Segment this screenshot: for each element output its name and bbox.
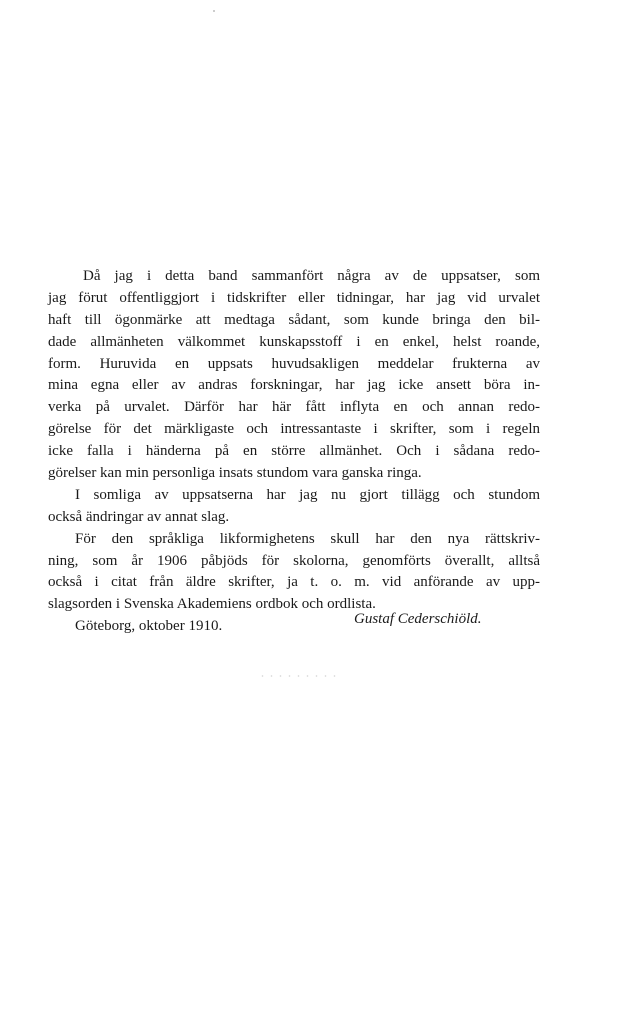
text-line: jag förut offentliggjort i tidskrifter eller tidningar, har jag vid urvalet	[48, 289, 540, 306]
text-line: För den språkliga likformighetens skull har den nya rättskriv-	[75, 530, 540, 547]
text-line: också i citat från äldre skrifter, ja t. o. m. vid anförande av upp-	[48, 574, 540, 591]
text-line: görelser kan min personliga insats stundom vara ganska ringa.	[48, 465, 422, 482]
text-line: verka på urvalet. Därför har här fått inflyta en och annan redo-	[48, 399, 540, 416]
text-line: ning, som år 1906 påbjöds för skolorna, genomförts överallt, alltså	[48, 552, 540, 569]
text-line: görelse för det märkligaste och intressantaste i skrifter, som i regeln	[48, 421, 540, 438]
text-line: Då jag i detta band sammanfört några av de uppsatser, som	[83, 268, 540, 284]
text-line: I somliga av uppsatserna har jag nu gjort tillägg och stundom	[75, 486, 540, 503]
text-line: slagsorden i Svenska Akademiens ordbok och ordlista.	[48, 596, 376, 613]
text-line: också ändringar av annat slag.	[48, 508, 230, 525]
text-line: mina egna eller av andras forskningar, har jag icke ansett böra in-	[48, 377, 540, 394]
author-signature: Gustaf Cederschiöld.	[354, 611, 482, 627]
page-speck-top	[213, 10, 215, 12]
text-line: form. Huruvida en uppsats huvudsakligen meddelar frukterna av	[48, 355, 540, 372]
text-line: icke falla i händerna på en större allmänhet. Och i sådana redo-	[48, 443, 540, 460]
dateline: Göteborg, oktober 1910.	[75, 618, 223, 635]
preface-text	[48, 266, 540, 638]
text-line: haft till ögonmärke att medtaga sådant, som kunde bringa den bil-	[48, 311, 540, 328]
text-line: dade allmänheten välkommet kunskapsstoff i en enkel, helst roande,	[48, 333, 540, 350]
page-ornament-dots	[258, 675, 338, 677]
